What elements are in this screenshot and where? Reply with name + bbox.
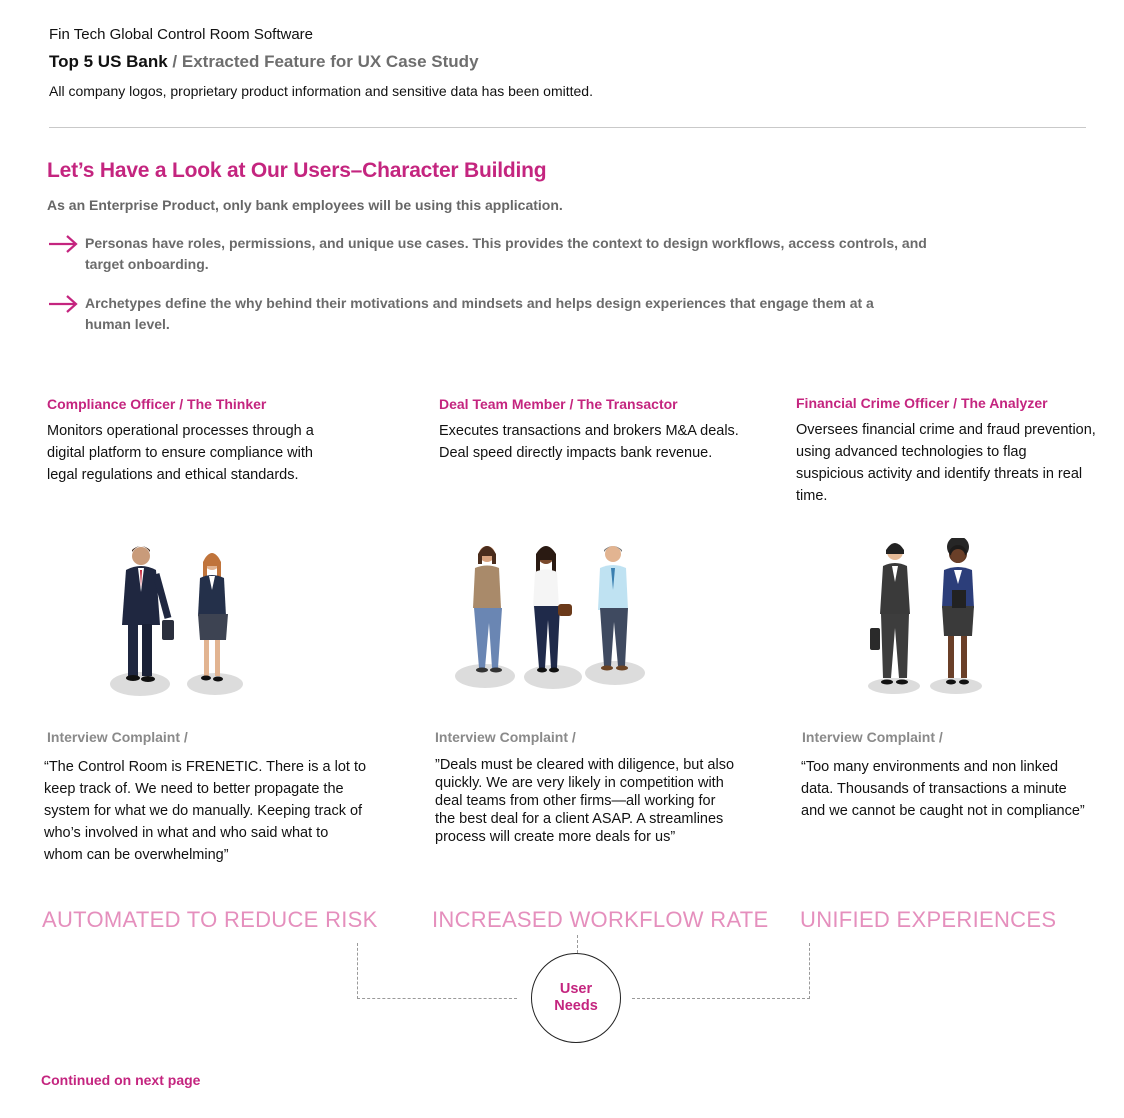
section-title: Let’s Have a Look at Our Users–Character Building	[47, 159, 547, 182]
persona-description: Executes transactions and brokers M&A deals. Deal speed directly impacts bank revenue.	[439, 423, 739, 461]
persona-role: Compliance Officer / The Thinker	[47, 396, 267, 412]
persona-deal-team-member	[439, 396, 739, 464]
interview-quote: ”Deals must be cleared with diligence, but also quickly. We are very likely in competition with deal teams from other firms—all working for the best deal for a client ASAP. A streamlines process will create more deals for us”	[435, 757, 735, 845]
two-business-women-illustration	[862, 538, 992, 696]
connector-line	[577, 935, 578, 953]
user-needs-label: User Needs	[554, 981, 598, 1014]
connector-line	[357, 943, 358, 999]
app-name: Fin Tech Global Control Room Software	[49, 26, 314, 43]
interview-complaint-label: Interview Complaint /	[435, 729, 576, 745]
divider	[49, 127, 1086, 128]
three-business-people-illustration	[450, 540, 650, 692]
subtitle-secondary: / Extracted Feature for UX Case Study	[167, 52, 479, 71]
interview-complaint-label: Interview Complaint /	[802, 729, 943, 745]
bullet-text: Personas have roles, permissions, and unique use cases. This provides the context to design workflows, access controls, and target onboarding.	[85, 235, 927, 272]
section-subtitle: As an Enterprise Product, only bank employees will be using this application.	[47, 197, 563, 213]
bullet-archetypes	[47, 293, 887, 335]
need-automated-risk: AUTOMATED TO REDUCE RISK	[42, 907, 378, 932]
user-needs-circle	[531, 953, 621, 1043]
need-workflow-rate: INCREASED WORKFLOW RATE	[432, 907, 769, 932]
disclaimer: All company logos, proprietary product information and sensitive data has been omitted.	[49, 83, 593, 99]
connector-line	[357, 998, 517, 999]
persona-role: Deal Team Member / The Transactor	[439, 396, 678, 412]
interview-quote: “The Control Room is FRENETIC. There is a lot to keep track of. We need to better propagate the system for what we do manually. Keeping track of who’s involved in what and who said what to whom can be overwhelming”	[44, 759, 367, 863]
two-business-people-illustration	[100, 540, 260, 700]
arrow-right-icon	[47, 294, 79, 314]
bullet-personas	[47, 233, 967, 275]
persona-financial-crime-officer	[796, 395, 1096, 507]
connector-line	[632, 998, 810, 999]
persona-description: Oversees financial crime and fraud prevention, using advanced technologies to flag suspicious activity and identify threats in real time.	[796, 422, 1096, 504]
persona-description: Monitors operational processes through a digital platform to ensure compliance with legal regulations and ethical standards.	[47, 423, 314, 483]
arrow-right-icon	[47, 234, 79, 254]
persona-compliance-officer	[47, 396, 347, 486]
need-unified-experiences: UNIFIED EXPERIENCES	[800, 907, 1057, 932]
continued-note: Continued on next page	[41, 1072, 201, 1088]
interview-complaint-label: Interview Complaint /	[47, 729, 188, 745]
case-study-subtitle	[49, 52, 479, 72]
connector-line	[809, 943, 810, 999]
interview-quote: “Too many environments and non linked data. Thousands of transactions a minute and we cannot be caught not in compliance”	[801, 759, 1085, 819]
bullet-text: Archetypes define the why behind their motivations and mindsets and helps design experiences that engage them at a human level.	[85, 295, 874, 332]
subtitle-primary: Top 5 US Bank	[49, 52, 168, 71]
persona-role: Financial Crime Officer / The Analyzer	[796, 395, 1048, 411]
